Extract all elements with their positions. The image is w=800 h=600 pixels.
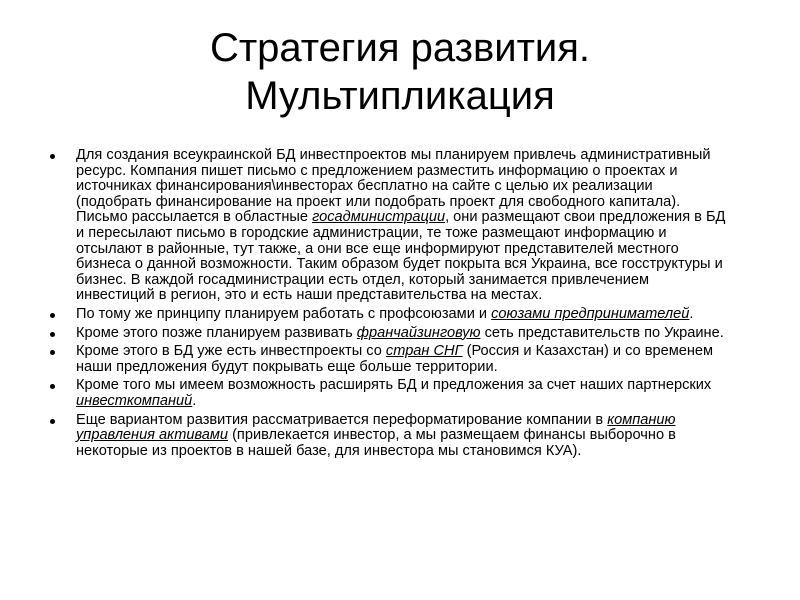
bullet-link[interactable]: госадминистрации xyxy=(312,209,446,226)
bullet-text-segment: . xyxy=(192,392,197,409)
bullet-text-segment: сеть представительств по Украине. xyxy=(480,324,724,341)
bullet-dot-icon xyxy=(50,332,55,337)
bullet-link[interactable]: франчайзинговую xyxy=(356,324,481,341)
bullet-item xyxy=(50,307,730,323)
bullet-item xyxy=(50,148,730,304)
bullet-text xyxy=(76,325,724,341)
bullet-text xyxy=(76,306,693,322)
bullet-text-segment: , они размещают свои предложения в БД и пересылают письмо в городские администрации, те тоже размещают информацию и отсылают в районные, тут также, а они все еще информируют представителей местного бизнеса о данной возможности. Таким образом будет покрыта вся Украина, все госструктуры и бизнес. В каждой госадминистрации есть отдел, который занимается привлечением инвестиций в регион, это и есть наши представительства на местах. xyxy=(76,209,726,304)
bullet-dot-icon xyxy=(50,313,55,318)
bullet-dot-icon xyxy=(50,350,55,355)
slide-title-line-2: Мультипликация xyxy=(245,74,555,118)
bullet-dot-icon xyxy=(50,154,55,159)
bullet-text-segment: По тому же принципу планируем работать с профсоюзами и xyxy=(76,305,492,322)
bullet-text xyxy=(76,412,676,459)
slide-title-line-1: Стратегия развития. xyxy=(209,26,591,70)
bullet-text xyxy=(76,343,713,375)
bullet-dot-icon xyxy=(50,419,55,424)
bullet-text-segment: Кроме этого позже планируем развивать xyxy=(76,324,357,341)
bullet-text xyxy=(76,377,711,409)
bullet-dot-icon xyxy=(50,384,55,389)
bullet-text-segment: Кроме этого в БД уже есть инвестпроекты со xyxy=(76,343,386,360)
bullet-link[interactable]: союзами предпринимателей xyxy=(491,305,690,322)
bullet-text-segment: (привлекается инвестор, а мы размещаем финансы выборочно в некоторые из проектов в нашей базе, для инвестора мы становимся КУА). xyxy=(76,427,676,459)
bullet-text xyxy=(76,147,725,303)
bullet-item xyxy=(50,344,730,375)
bullet-item xyxy=(50,326,730,342)
bullet-list xyxy=(50,148,730,462)
bullet-text-segment: Кроме того мы имеем возможность расширять БД и предложения за счет наших партнерских xyxy=(76,377,712,394)
bullet-text-segment: . xyxy=(689,305,694,322)
bullet-text-segment: (Россия и Казахстан) и со временем наши предложения будут покрывать еще больше территории. xyxy=(76,343,714,375)
bullet-item xyxy=(50,378,730,409)
bullet-link[interactable]: стран СНГ xyxy=(385,343,463,360)
bullet-link[interactable]: компанию управления активами xyxy=(76,411,676,444)
bullet-item xyxy=(50,413,730,460)
bullet-link[interactable]: инвесткомпаний xyxy=(76,392,193,409)
bullet-text-segment: Для создания всеукраинской БД инвестпроектов мы планируем привлечь административный ресурс. Компания пишет письмо с предложением разместить информацию о проектах и источниках финансирования\инвесторах бесплатно на сайте с целью их реализации (подобрать финансирование на проект или подобрать проект для свободного капитала). Письмо рассылается в областные xyxy=(76,147,711,226)
slide-title xyxy=(40,24,760,120)
bullet-text-segment: Еще вариантом развития рассматривается переформатирование компании в xyxy=(76,411,608,428)
